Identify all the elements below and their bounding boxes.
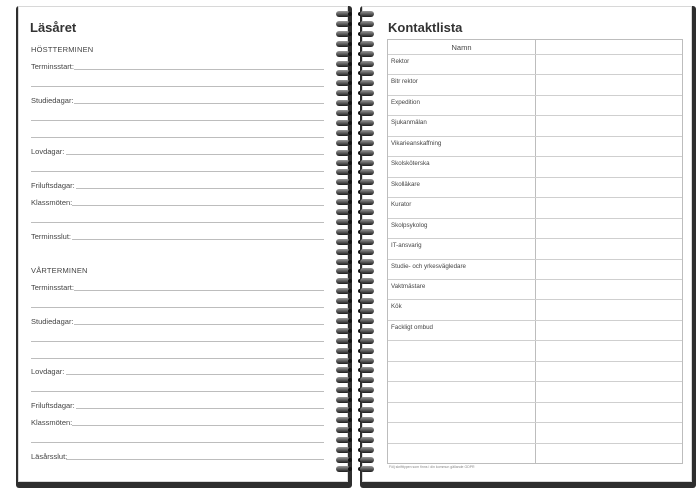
table-row-line <box>388 95 682 96</box>
page-title-kontaktlista: Kontaktlista <box>388 20 463 35</box>
write-line <box>31 391 324 392</box>
spiral-ring <box>334 69 378 77</box>
write-line <box>76 188 324 189</box>
table-row-line <box>388 136 682 137</box>
table-row-label: Skolsköterska <box>391 160 430 168</box>
spiral-ring <box>334 287 378 295</box>
write-line <box>31 171 324 172</box>
table-row-label: Kurator <box>391 201 412 209</box>
field-label-studiedagar: Studiedagar: <box>31 96 74 105</box>
table-row-label: IT-ansvarig <box>391 242 422 250</box>
table-row-line <box>388 299 682 300</box>
spiral-ring <box>334 465 378 473</box>
section-heading-vartermin: VÅRTERMINEN <box>31 266 88 275</box>
spiral-ring <box>334 396 378 404</box>
spiral-ring <box>334 40 378 48</box>
table-row-line <box>388 218 682 219</box>
table-row-line <box>388 320 682 321</box>
table-row-line <box>388 74 682 75</box>
write-line <box>31 442 324 443</box>
table-row-line <box>388 381 682 382</box>
field-label-lovdagar: Lovdagar: <box>31 147 65 156</box>
spiral-ring <box>334 337 378 345</box>
spiral-ring <box>334 149 378 157</box>
table-row-label: Skolläkare <box>391 180 420 188</box>
spiral-ring <box>334 357 378 365</box>
spiral-ring <box>334 188 378 196</box>
spiral-ring <box>334 307 378 315</box>
spiral-ring <box>334 50 378 58</box>
table-row-label: Studie- och yrkesvägledare <box>391 262 466 270</box>
spiral-ring <box>334 30 378 38</box>
spiral-ring <box>334 376 378 384</box>
contact-table <box>387 39 683 464</box>
table-row-label: Kök <box>391 303 402 311</box>
table-row-line <box>388 177 682 178</box>
left-page <box>18 6 348 482</box>
spiral-ring <box>334 178 378 186</box>
spiral-ring <box>334 109 378 117</box>
table-header-namn: Namn <box>451 43 472 52</box>
spiral-ring <box>334 366 378 374</box>
write-line <box>66 459 324 460</box>
spiral-ring <box>334 416 378 424</box>
field-label-lovdagar: Lovdagar: <box>31 367 65 376</box>
table-row-line <box>388 361 682 362</box>
table-row-label: Bitr rektor <box>391 78 418 86</box>
spiral-ring <box>334 218 378 226</box>
write-line <box>74 103 324 104</box>
spiral-ring <box>334 79 378 87</box>
field-label-terminsstart: Terminsstart: <box>31 283 74 292</box>
spiral-ring <box>334 426 378 434</box>
table-row-line <box>388 340 682 341</box>
table-row-line <box>388 402 682 403</box>
write-line <box>74 290 324 291</box>
spiral-ring <box>334 228 378 236</box>
write-line <box>74 324 324 325</box>
spiral-ring <box>334 267 378 275</box>
spiral-ring <box>334 99 378 107</box>
spiral-ring <box>334 139 378 147</box>
table-row-line <box>388 279 682 280</box>
table-row-label: Skolpsykolog <box>391 221 428 229</box>
spiral-ring <box>334 406 378 414</box>
spiral-ring <box>334 347 378 355</box>
spiral-ring <box>334 456 378 464</box>
write-line <box>72 205 324 206</box>
table-row-line <box>388 422 682 423</box>
field-label-friluftsdagar: Friluftsdagar: <box>31 401 75 410</box>
spiral-ring <box>334 446 378 454</box>
table-row-label: Vikarieanskaffning <box>391 139 442 147</box>
spiral-binding <box>334 10 378 480</box>
write-line <box>72 239 324 240</box>
footnote: Följ skrifttypen som finns i din kommun gällande GDPR <box>389 465 475 469</box>
spiral-ring <box>334 258 378 266</box>
spiral-ring <box>334 119 378 127</box>
write-line <box>66 154 324 155</box>
write-line <box>76 408 324 409</box>
spiral-ring <box>334 10 378 18</box>
table-row-label: Rektor <box>391 58 410 65</box>
field-label-klassmoten: Klassmöten: <box>31 198 73 207</box>
table-row-line <box>388 443 682 444</box>
table-header-underline <box>388 54 682 55</box>
table-row-label: Fackligt ombud <box>391 323 433 331</box>
page-title-lasaret: Läsåret <box>30 20 77 35</box>
spiral-ring <box>334 20 378 28</box>
table-column-divider <box>535 40 536 463</box>
spiral-ring <box>334 198 378 206</box>
field-label-klassmoten: Klassmöten: <box>31 418 73 427</box>
write-line <box>31 341 324 342</box>
spiral-ring <box>334 317 378 325</box>
spiral-ring <box>334 436 378 444</box>
spiral-ring <box>334 129 378 137</box>
spiral-ring <box>334 89 378 97</box>
write-line <box>72 425 324 426</box>
write-line <box>31 307 324 308</box>
write-line <box>31 137 324 138</box>
field-label-lasarsslut: Läsårsslut: <box>31 452 68 461</box>
write-line <box>66 374 324 375</box>
spiral-ring <box>334 238 378 246</box>
spiral-ring <box>334 159 378 167</box>
table-row-line <box>388 259 682 260</box>
table-row-label: Vaktmästare <box>391 282 426 290</box>
field-label-terminsslut: Terminsslut: <box>31 232 72 241</box>
write-line <box>31 222 324 223</box>
spiral-ring <box>334 386 378 394</box>
table-row-line <box>388 156 682 157</box>
table-row-label: Sjukanmälan <box>391 119 427 127</box>
field-label-terminsstart: Terminsstart: <box>31 62 74 71</box>
field-label-studiedagar: Studiedagar: <box>31 317 74 326</box>
table-row-label: Expedition <box>391 98 420 106</box>
spiral-ring <box>334 208 378 216</box>
spiral-ring <box>334 297 378 305</box>
table-row-line <box>388 115 682 116</box>
spiral-ring <box>334 168 378 176</box>
spiral-ring <box>334 277 378 285</box>
write-line <box>31 86 324 87</box>
write-line <box>74 69 324 70</box>
field-label-friluftsdagar: Friluftsdagar: <box>31 181 75 190</box>
write-line <box>31 358 324 359</box>
table-row-line <box>388 238 682 239</box>
spiral-ring <box>334 60 378 68</box>
spiral-ring <box>334 248 378 256</box>
spiral-ring <box>334 327 378 335</box>
write-line <box>31 120 324 121</box>
section-heading-hosttermin: HÖSTTERMINEN <box>31 45 94 54</box>
table-row-line <box>388 197 682 198</box>
